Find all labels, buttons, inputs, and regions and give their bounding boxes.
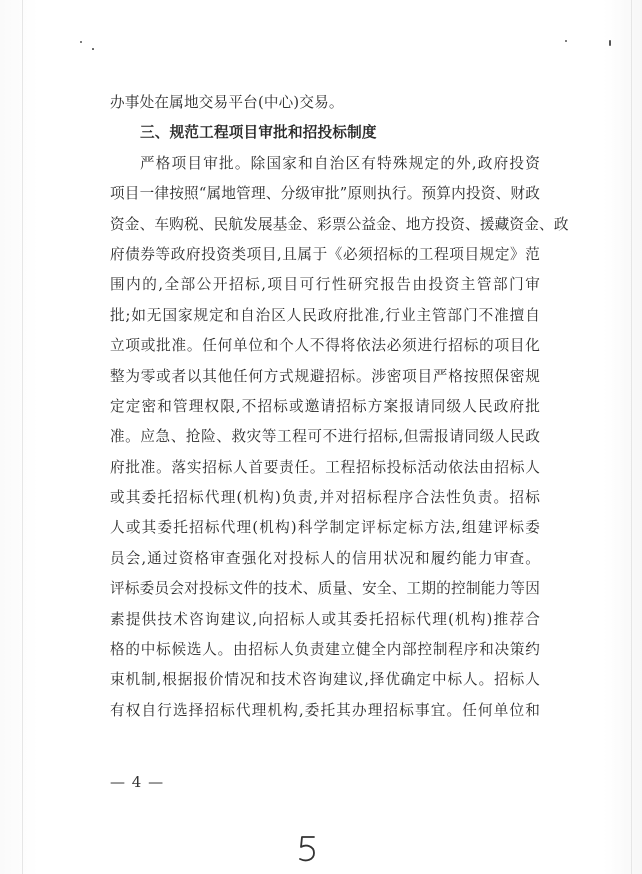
- handwritten-mark-icon: [296, 834, 320, 864]
- text-line: 准。应急、抢险、救灾等工程可不进行招标,但需报请同级人民政: [110, 428, 540, 446]
- text-line: 立项或批准。任何单位和个人不得将依法必须进行招标的项目化: [110, 337, 540, 355]
- scan-speck: [609, 40, 611, 46]
- text-line: 素提供技术咨询建议,向招标人或其委托招标代理(机构)推荐合: [110, 610, 540, 628]
- text-line: 项目一律按照“属地管理、分级审批”原则执行。预算内投资、财政: [110, 185, 540, 203]
- text-line: 有权自行选择招标代理机构,委托其办理招标事宜。任何单位和: [110, 701, 540, 719]
- text-line: 束机制,根据报价情况和技术咨询建议,择优确定中标人。招标人: [110, 671, 540, 689]
- text-line: 府债券等政府投资类项目,且属于《必须招标的工程项目规定》范: [110, 245, 540, 263]
- scan-speck: [80, 41, 82, 43]
- text-line: 府批准。落实招标人首要责任。工程招标投标活动依法由招标人: [110, 458, 540, 476]
- text-line: 资金、车购税、民航发展基金、彩票公益金、地方投资、援藏资金、政: [110, 215, 569, 233]
- text-line: 围内的,全部公开招标,项目可行性研究报告由投资主管部门审: [110, 276, 540, 294]
- scan-speck: [92, 48, 94, 50]
- text-line: 或其委托招标代理(机构)负责,并对招标程序合法性负责。招标: [110, 489, 540, 507]
- text-line: 批;如无国家规定和自治区人民政府批准,行业主管部门不准擅自: [110, 306, 540, 324]
- text-line: 评标委员会对投标文件的技术、质量、安全、工期的控制能力等因: [110, 580, 540, 598]
- scan-edge-line-left: [22, 0, 23, 874]
- text-line: 格的中标候选人。由招标人负责建立健全内部控制程序和决策约: [110, 641, 540, 659]
- text-line: 严格项目审批。除国家和自治区有特殊规定的外,政府投资: [140, 154, 540, 172]
- text-line: 员会,通过资格审查强化对投标人的信用状况和履约能力审查。: [110, 549, 540, 567]
- text-line: 人或其委托招标代理(机构)科学制定评标定标方法,组建评标委: [110, 519, 540, 537]
- section-heading: 三、规范工程项目审批和招投标制度: [140, 124, 377, 142]
- scan-edge-line-right: [631, 0, 632, 874]
- text-line: 定定密和管理权限,不招标或邀请招标方案报请同级人民政府批: [110, 397, 540, 415]
- scan-speck: [565, 40, 567, 42]
- page-number: — 4 —: [110, 773, 165, 791]
- body-text: [110, 88, 569, 726]
- text-line: 整为零或者以其他任何方式规避招标。涉密项目严格按照保密规: [110, 367, 540, 385]
- text-line: 办事处在属地交易平台(中心)交易。: [110, 94, 344, 111]
